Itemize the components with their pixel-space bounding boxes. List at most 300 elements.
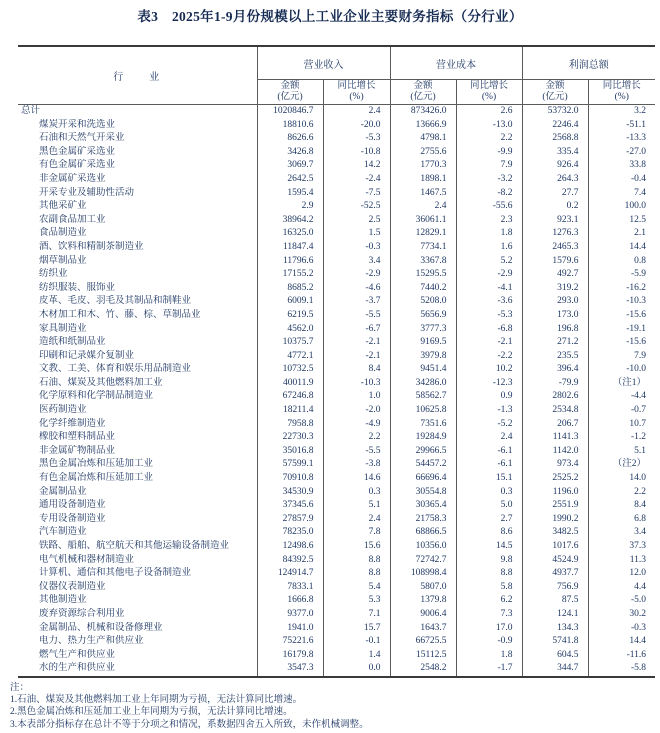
industry-name: 食品制造业 [39,228,87,239]
industry-name: 黑色金属冶炼和压延加工业 [39,459,154,470]
value-cell: 264.3 [522,173,588,187]
value-cell: 344.7 [522,662,588,677]
industry-name: 金属制品、机械和设备修理业 [39,622,163,633]
value-cell: -2.9 [456,268,522,282]
industry-name: 专用设备制造业 [39,513,106,524]
industry-name: 石油、煤炭及其他燃料加工业 [39,377,163,388]
value-cell: 5656.9 [390,309,456,323]
value-cell: 30365.4 [390,499,456,513]
table-row [18,336,655,350]
value-cell: 2534.8 [522,404,588,418]
value-cell: -0.1 [323,635,390,649]
value-cell: 3426.8 [257,146,323,160]
value-cell: 7.4 [588,187,655,201]
value-cell: 6.2 [456,594,522,608]
value-cell: 10356.0 [390,540,456,554]
table-row [18,635,655,649]
industry-name: 金属制品业 [39,486,87,497]
value-cell: 3367.8 [390,255,456,269]
note-item-2: 2.黑色金属冶炼和压延加工业上年同期为亏损，无法计算同比增速。 [10,707,293,718]
value-cell: -10.0 [588,363,655,377]
value-cell: 12.0 [588,567,655,581]
industry-name: 文教、工美、体育和娱乐用品制造业 [39,364,192,375]
value-cell: 0.0 [323,662,390,677]
industry-name: 电气机械和器材制造业 [39,554,135,565]
industry-name: 烟草制品业 [39,255,87,266]
value-cell: 108998.4 [390,567,456,581]
value-cell: 1276.3 [522,227,588,241]
value-cell: 0.9 [456,390,522,404]
col-header-cost-amount: 金额 (亿元) [390,80,456,105]
value-cell: -10.3 [323,377,390,391]
value-cell: 3777.3 [390,323,456,337]
value-cell: -4.9 [323,418,390,432]
note-item-1: 1.石油、煤炭及其他燃料加工业上年同期为亏损，无法计算同比增速。 [10,695,303,706]
value-cell: -0.4 [588,173,655,187]
value-cell: -2.1 [323,336,390,350]
value-cell: 873426.0 [390,105,456,119]
value-cell: 2802.6 [522,390,588,404]
value-cell: 53732.0 [522,105,588,119]
table-row [18,567,655,581]
value-cell: 2.4 [390,200,456,214]
industry-name: 总计 [21,106,41,116]
value-cell: -6.8 [456,323,522,337]
value-cell: -27.0 [588,146,655,160]
value-cell: -16.2 [588,282,655,296]
value-cell: -2.1 [456,336,522,350]
value-cell: 1.0 [323,390,390,404]
footnotes [10,682,660,731]
industry-name: 水的生产和供应业 [39,663,116,674]
value-cell: 66725.5 [390,635,456,649]
value-cell: 72742.7 [390,554,456,568]
value-cell: 37.3 [588,540,655,554]
industry-name: 农副食品加工业 [39,214,106,225]
value-cell: 12.5 [588,214,655,228]
value-cell: -2.4 [323,173,390,187]
table-row [18,472,655,486]
table-row [18,187,655,201]
value-cell: 8626.6 [257,132,323,146]
value-cell: -3.8 [323,458,390,472]
value-cell: -51.1 [588,119,655,133]
value-cell: -15.6 [588,336,655,350]
value-cell: 1898.1 [390,173,456,187]
value-cell: -6.7 [323,323,390,337]
value-cell: 3069.7 [257,159,323,173]
value-cell: -20.0 [323,119,390,133]
table-row [18,458,655,472]
industry-name: 其他采矿业 [39,201,87,212]
table-row [18,662,655,677]
value-cell: 293.0 [522,295,588,309]
value-cell: 3482.5 [522,526,588,540]
value-cell: 84392.5 [257,554,323,568]
industry-name: 家具制造业 [39,323,87,334]
industry-name: 开采专业及辅助性活动 [39,187,135,198]
value-cell: 2.4 [456,431,522,445]
table-row [18,295,655,309]
col-group-cost: 营业成本 [390,46,522,80]
value-cell: 2568.8 [522,132,588,146]
value-cell: 2.6 [456,105,522,119]
value-cell: 2.2 [456,132,522,146]
value-cell: 4524.9 [522,554,588,568]
industry-name: 废弃资源综合利用业 [39,608,125,619]
value-cell: 0.3 [456,486,522,500]
value-cell: 9169.5 [390,336,456,350]
table-row [18,268,655,282]
value-cell: 124914.7 [257,567,323,581]
table-row [18,581,655,595]
value-cell: 54457.2 [390,458,456,472]
value-cell: 9451.4 [390,363,456,377]
value-cell: 1020846.7 [257,105,323,119]
value-cell: 926.4 [522,159,588,173]
value-cell: -6.1 [456,445,522,459]
value-cell: 2642.5 [257,173,323,187]
value-cell: （注1） [588,377,655,391]
value-cell: -3.6 [456,295,522,309]
value-cell: -55.6 [456,200,522,214]
value-cell: 15.7 [323,622,390,636]
value-cell: 8.6 [456,526,522,540]
industry-name: 木材加工和木、竹、藤、棕、草制品业 [39,309,201,320]
table-row [18,282,655,296]
value-cell: 7.9 [588,350,655,364]
value-cell: 1.8 [456,649,522,663]
value-cell: 18211.4 [257,404,323,418]
value-cell: -4.4 [588,390,655,404]
value-cell: 16179.8 [257,649,323,663]
note-item-3: 3.本表部分指标存在总计不等于分项之和情况，系数据四舍五入所致，未作机械调整。 [10,719,369,730]
value-cell: 2551.9 [522,499,588,513]
value-cell: 100.0 [588,200,655,214]
value-cell: 2.5 [323,214,390,228]
value-cell: -0.3 [323,241,390,255]
value-cell: -11.6 [588,649,655,663]
value-cell: 58562.7 [390,390,456,404]
value-cell: 3.4 [323,255,390,269]
value-cell: -79.9 [522,377,588,391]
value-cell: 271.2 [522,336,588,350]
value-cell: 7.1 [323,608,390,622]
value-cell: 1595.4 [257,187,323,201]
value-cell: 34286.0 [390,377,456,391]
value-cell: 18810.6 [257,119,323,133]
industry-name: 其他制造业 [39,595,87,606]
table-row [18,608,655,622]
value-cell: 5741.8 [522,635,588,649]
value-cell: 22730.3 [257,431,323,445]
value-cell: 11847.4 [257,241,323,255]
value-cell: 8.8 [323,554,390,568]
table-row [18,200,655,214]
value-cell: 13666.9 [390,119,456,133]
value-cell: 10625.8 [390,404,456,418]
table-row [18,323,655,337]
value-cell: -1.2 [588,431,655,445]
value-cell: 1.8 [456,227,522,241]
value-cell: -9.9 [456,146,522,160]
value-cell: 1941.0 [257,622,323,636]
value-cell: 1643.7 [390,622,456,636]
table-row [18,255,655,269]
value-cell: 2.7 [456,513,522,527]
value-cell: 9377.0 [257,608,323,622]
value-cell: 6.8 [588,513,655,527]
table-row [18,540,655,554]
industry-name: 仪器仪表制造业 [39,581,106,592]
table-row [18,622,655,636]
value-cell: 78235.0 [257,526,323,540]
value-cell: -4.6 [323,282,390,296]
value-cell: 2.9 [257,200,323,214]
value-cell: 30554.8 [390,486,456,500]
table-row [18,554,655,568]
value-cell: -5.8 [588,662,655,677]
value-cell: 4562.0 [257,323,323,337]
value-cell: 5.1 [323,499,390,513]
value-cell: -52.5 [323,200,390,214]
industry-name: 橡胶和塑料制品业 [39,432,116,443]
value-cell: 923.1 [522,214,588,228]
value-cell: 29966.5 [390,445,456,459]
value-cell: -19.1 [588,323,655,337]
value-cell: -5.3 [323,132,390,146]
industry-name: 皮革、毛皮、羽毛及其制品和制鞋业 [39,296,192,307]
industry-name: 医药制造业 [39,405,87,416]
industry-name: 印刷和记录媒介复制业 [39,350,135,361]
table-row [18,594,655,608]
value-cell: 9006.4 [390,608,456,622]
value-cell: 2246.4 [522,119,588,133]
table-row [18,119,655,133]
value-cell: 9.8 [456,554,522,568]
value-cell: 1666.8 [257,594,323,608]
value-cell: 1196.0 [522,486,588,500]
col-header-revenue-amount: 金额 (亿元) [257,80,323,105]
value-cell: 3.4 [588,526,655,540]
value-cell: -5.5 [323,309,390,323]
value-cell: 12498.6 [257,540,323,554]
value-cell: -4.1 [456,282,522,296]
value-cell: 1.4 [323,649,390,663]
value-cell: 12829.1 [390,227,456,241]
value-cell: -5.3 [456,309,522,323]
value-cell: 10375.7 [257,336,323,350]
value-cell: 6009.1 [257,295,323,309]
col-group-revenue: 营业收入 [257,46,390,80]
value-cell: -1.3 [456,404,522,418]
value-cell: -2.2 [456,350,522,364]
col-header-profit-amount: 金额 (亿元) [522,80,588,105]
value-cell: 335.4 [522,146,588,160]
table-row [18,649,655,663]
value-cell: 973.4 [522,458,588,472]
value-cell: -2.1 [323,350,390,364]
value-cell: 8.4 [323,363,390,377]
value-cell: -10.3 [588,295,655,309]
value-cell: 19284.9 [390,431,456,445]
industry-name: 有色金属矿采选业 [39,160,116,171]
notes-label: 注： [10,682,30,693]
value-cell: 57599.1 [257,458,323,472]
industry-name: 汽车制造业 [39,527,87,538]
value-cell: -5.2 [456,418,522,432]
value-cell: 68866.5 [390,526,456,540]
value-cell: 8.4 [588,499,655,513]
value-cell: 2465.3 [522,241,588,255]
table-row [18,132,655,146]
col-header-cost-growth: 同比增长 (%) [456,80,522,105]
value-cell: 5208.0 [390,295,456,309]
col-header-profit-growth: 同比增长 (%) [588,80,655,105]
value-cell: 14.5 [456,540,522,554]
value-cell: -3.7 [323,295,390,309]
value-cell: -2.0 [323,404,390,418]
value-cell: 0.3 [323,486,390,500]
value-cell: 15112.5 [390,649,456,663]
value-cell: 2.4 [323,513,390,527]
table-body [18,105,655,677]
value-cell: 2.2 [323,431,390,445]
industry-name: 纺织业 [39,269,68,280]
value-cell: 35016.8 [257,445,323,459]
value-cell: -0.3 [588,622,655,636]
value-cell: -3.2 [456,173,522,187]
value-cell: 2.1 [588,227,655,241]
value-cell: 14.0 [588,472,655,486]
industry-name: 有色金属冶炼和压延加工业 [39,473,154,484]
value-cell: 14.4 [588,635,655,649]
value-cell: 1990.2 [522,513,588,527]
value-cell: -15.6 [588,309,655,323]
value-cell: 14.2 [323,159,390,173]
value-cell: 4772.1 [257,350,323,364]
value-cell: 396.4 [522,363,588,377]
value-cell: 1379.8 [390,594,456,608]
industry-name: 计算机、通信和其他电子设备制造业 [39,568,192,579]
value-cell: 4798.1 [390,132,456,146]
table-row [18,105,655,119]
table-header [18,46,655,105]
industry-name: 燃气生产和供应业 [39,649,116,660]
table-row [18,377,655,391]
value-cell: 604.5 [522,649,588,663]
value-cell: 33.8 [588,159,655,173]
financial-indicators-table [18,45,655,678]
value-cell: -1.7 [456,662,522,677]
value-cell: -10.8 [323,146,390,160]
value-cell: 2.3 [456,214,522,228]
value-cell: 21758.3 [390,513,456,527]
value-cell: 5.4 [323,581,390,595]
value-cell: 40011.9 [257,377,323,391]
industry-name: 煤炭开采和洗选业 [39,119,116,130]
value-cell: 66696.4 [390,472,456,486]
value-cell: 37345.6 [257,499,323,513]
table-row [18,309,655,323]
value-cell: 1579.6 [522,255,588,269]
value-cell: 0.2 [522,200,588,214]
value-cell: 7.3 [456,608,522,622]
value-cell: 8.8 [456,567,522,581]
value-cell: 7958.8 [257,418,323,432]
value-cell: 17.0 [456,622,522,636]
industry-name: 非金属矿采选业 [39,173,106,184]
value-cell: 75221.6 [257,635,323,649]
value-cell: 1770.3 [390,159,456,173]
value-cell: 4937.7 [522,567,588,581]
value-cell: 196.8 [522,323,588,337]
table-row [18,499,655,513]
value-cell: 2548.2 [390,662,456,677]
value-cell: 5.2 [456,255,522,269]
value-cell: 124.1 [522,608,588,622]
value-cell: 10.2 [456,363,522,377]
value-cell: 6219.5 [257,309,323,323]
value-cell: 4.4 [588,581,655,595]
table-row [18,431,655,445]
table-row [18,146,655,160]
table-row [18,486,655,500]
value-cell: -5.5 [323,445,390,459]
value-cell: 7734.1 [390,241,456,255]
value-cell: -0.7 [588,404,655,418]
table-row [18,173,655,187]
value-cell: 38964.2 [257,214,323,228]
industry-name: 电力、热力生产和供应业 [39,636,144,647]
value-cell: 1141.3 [522,431,588,445]
value-cell: 5.3 [323,594,390,608]
table-row [18,418,655,432]
value-cell: 7440.2 [390,282,456,296]
table-row [18,526,655,540]
value-cell: -7.5 [323,187,390,201]
page-title: 表3 2025年1-9月份规模以上工业企业主要财务指标（分行业） [137,9,523,24]
value-cell: 3.2 [588,105,655,119]
value-cell: 30.2 [588,608,655,622]
value-cell: 36061.1 [390,214,456,228]
value-cell: 5807.0 [390,581,456,595]
value-cell: 7.8 [323,526,390,540]
industry-name: 黑色金属矿采选业 [39,146,116,157]
value-cell: -2.9 [323,268,390,282]
industry-name: 纺织服装、服饰业 [39,282,116,293]
table-row [18,445,655,459]
value-cell: 27857.9 [257,513,323,527]
value-cell: 1142.0 [522,445,588,459]
col-header-industry: 行 业 [18,46,257,105]
table-row [18,241,655,255]
value-cell: 5.1 [588,445,655,459]
value-cell: -5.9 [588,268,655,282]
value-cell: 134.3 [522,622,588,636]
value-cell: 14.4 [588,241,655,255]
table-row [18,159,655,173]
value-cell: -0.9 [456,635,522,649]
value-cell: 87.5 [522,594,588,608]
value-cell: 7351.6 [390,418,456,432]
table-row [18,390,655,404]
value-cell: 10.7 [588,418,655,432]
value-cell: 5.8 [456,581,522,595]
value-cell: -13.0 [456,119,522,133]
value-cell: -8.2 [456,187,522,201]
value-cell: 206.7 [522,418,588,432]
